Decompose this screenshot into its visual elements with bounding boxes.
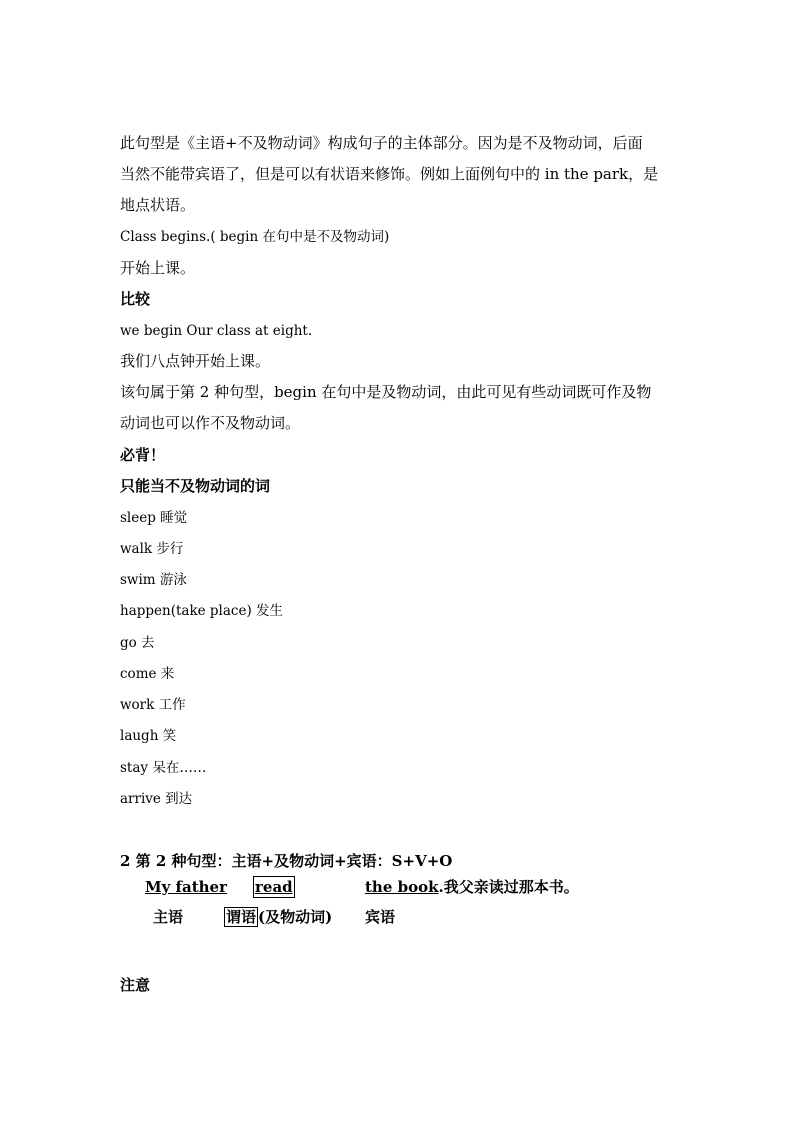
paragraph-line: 当然不能带宾语了，但是可以有状语来修饰。例如上面例句中的 in the park，是 [120, 165, 659, 183]
word-list-item: stay 呆在…… [120, 760, 207, 776]
example-english: Class begins.( begin 在句中是不及物动词) [120, 229, 390, 245]
must-memorize-subheading: 只能当不及物动词的词 [120, 477, 271, 495]
compare-chinese: 我们八点钟开始上课。 [120, 352, 271, 370]
word-list-item: sleep 睡觉 [120, 510, 188, 526]
compare-heading: 比较 [120, 290, 151, 308]
label-verb: 谓语 [226, 908, 257, 926]
example-verb: read [255, 878, 293, 896]
label-verb-wrap [224, 907, 332, 927]
example-translation: .我父亲读过那本书。 [438, 878, 579, 896]
word-list-item: come 来 [120, 666, 175, 682]
word-list-item: walk 步行 [120, 541, 184, 557]
paragraph-line: 地点状语。 [120, 196, 196, 214]
compare-note-line: 该句属于第 2 种句型，begin 在句中是及物动词，由此可见有些动词既可作及物 [120, 383, 652, 401]
pattern-2-heading: 2 第 2 种句型：主语+及物动词+宾语：S+V+O [120, 852, 453, 870]
compare-english: we begin Our class at eight. [120, 323, 313, 339]
label-object: 宾语 [365, 908, 396, 926]
word-list-item: arrive 到达 [120, 791, 193, 807]
example-object-wrap [365, 877, 579, 897]
label-subject: 主语 [153, 908, 184, 926]
word-list-item: go 去 [120, 635, 155, 651]
example-object: the book [365, 878, 439, 896]
label-verb-suffix: (及物动词) [258, 908, 333, 926]
must-memorize-heading: 必背！ [120, 446, 166, 464]
example-subject: My father [145, 878, 227, 896]
example-chinese: 开始上课。 [120, 259, 196, 277]
note-heading: 注意 [120, 976, 151, 994]
word-list-item: work 工作 [120, 697, 186, 713]
word-list-item: happen(take place) 发生 [120, 603, 284, 619]
compare-note-line: 动词也可以作不及物动词。 [120, 414, 301, 432]
word-list-item: swim 游泳 [120, 572, 187, 588]
paragraph-line: 此句型是《主语+不及物动词》构成句子的主体部分。因为是不及物动词，后面 [120, 134, 643, 152]
word-list-item: laugh 笑 [120, 728, 177, 744]
